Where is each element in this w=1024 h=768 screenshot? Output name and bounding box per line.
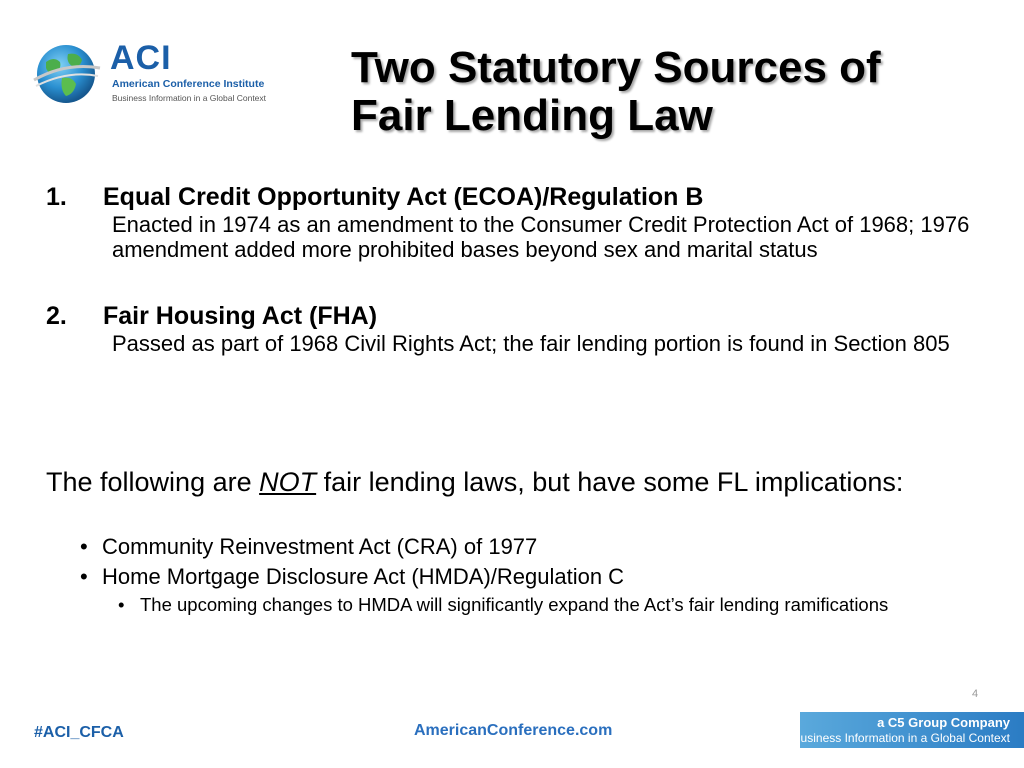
section-number: 1. — [46, 183, 67, 211]
footer-company-banner — [792, 712, 1024, 748]
section-ecoa — [46, 182, 992, 262]
list-item — [80, 562, 960, 592]
section-description: Passed as part of 1968 Civil Rights Act; the fair lending portion is found in Section 805 — [112, 331, 950, 356]
section-title: Fair Housing Act (FHA) — [103, 302, 378, 330]
logo-brand: ACI — [110, 39, 172, 77]
footer-company-line2: Business Information in a Global Context — [792, 731, 1010, 745]
aci-logo — [32, 38, 282, 110]
footer-website-link[interactable]: AmericanConference.com — [414, 722, 613, 739]
bullet-icon: • — [118, 594, 125, 615]
sub-list-item — [118, 594, 960, 616]
footer-company-line1: a C5 Group Company — [877, 715, 1010, 730]
section-title: Equal Credit Opportunity Act (ECOA)/Regulation B — [103, 183, 704, 211]
section-description: Enacted in 1974 as an amendment to the Consumer Credit Protection Act of 1968; 1976 amendment added more prohibited bases beyond sex and marital status — [112, 212, 970, 262]
globe-icon — [32, 42, 102, 106]
section-heading — [46, 182, 992, 212]
list-item — [80, 532, 960, 562]
list-item-text: Home Mortgage Disclosure Act (HMDA)/Regulation C — [102, 564, 625, 589]
slide-title-line1: Two Statutory Sources of — [351, 43, 881, 92]
section-number: 2. — [46, 302, 67, 330]
bullet-list — [80, 532, 960, 616]
slide-title-line2: Fair Lending Law — [351, 91, 713, 140]
bullet-icon: • — [80, 564, 88, 589]
footer-hashtag: #ACI_CFCA — [34, 724, 124, 741]
intro-paragraph — [46, 468, 906, 497]
logo-org-name: American Conference Institute — [112, 78, 265, 90]
intro-text-after: fair lending laws, but have some FL implications: — [316, 467, 904, 497]
intro-emphasis: NOT — [259, 467, 317, 497]
logo-tagline: Business Information in a Global Context — [112, 93, 267, 103]
bullet-icon: • — [80, 534, 88, 559]
page-number: 4 — [972, 688, 979, 700]
section-fha — [46, 301, 992, 356]
slide-title — [351, 44, 991, 140]
list-item-text: Community Reinvestment Act (CRA) of 1977 — [102, 534, 538, 559]
section-heading — [46, 301, 992, 331]
sub-list-item-text: The upcoming changes to HMDA will significantly expand the Act’s fair lending ramifications — [140, 594, 889, 615]
intro-text-before: The following are — [46, 467, 260, 497]
